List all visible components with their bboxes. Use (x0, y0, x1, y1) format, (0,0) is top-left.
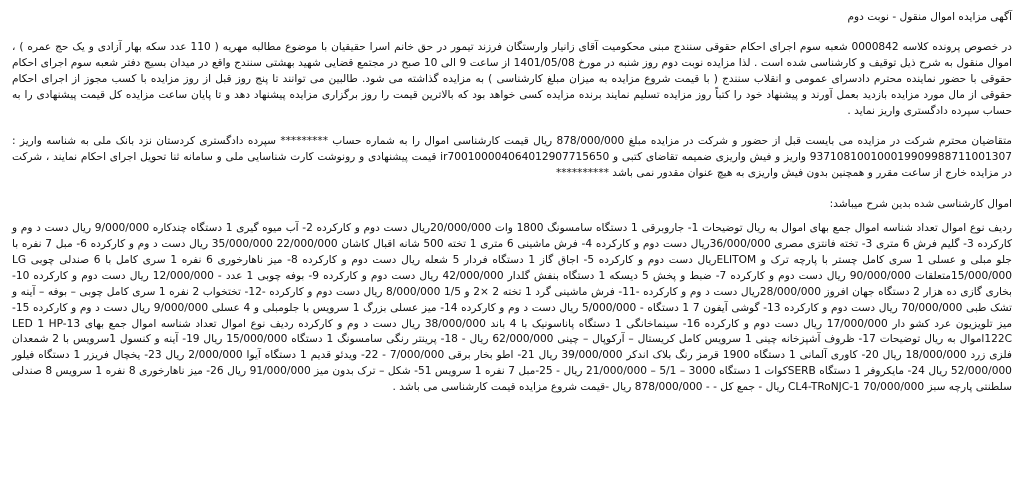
notice-paragraph-items-list: ردیف نوع اموال تعداد شناسه اموال جمع بهای اموال به ریال توضیحات 1- جاروبرقی 1 دستگاه سامسونگ 1800 وات 20/000/000ریال دست دوم و کارکرده 2- آب میوه گیری 1 دستگاه چندکاره 9/000/000 ریال دست د وم و کارکرده 3- گلیم فرش 6 متری 3- تخته فانتزی مصری 36/000/000ریال دست دوم و کارکرده 4- فرش ماشینی 6 متری 1 تخته 500 شانه اقبال کاشان 22/000/000 35/000/000 ریال دست د وم و کارکرده 6- مبل 7 نفره با جلو مبلی و عسلی 1 سری کامل چستر با پارچه ترک و ELITOMریال دست دوم و کارکرده 5- اجاق گاز 1 دستگاه فردار 5 شعله ریال دست دوم و کارکرده 8- میز ناهارخوری 6 نفره 1 سری کامل با 6 صندلی چوبی LG 15/000/000متعلقات 90/000/000 ریال دست دوم و کارکرده 7- ضبط و پخش 5 دیسکه 1 دستگاه بنفش گلدار 42/000/000 ریال دست دوم و کارکرده 9- بوفه چوبی 1 عدد - 12/000/000 ریال دست دوم و کارکرده 10- بخاری گازی ده هزار 2 دستگاه جهان افروز 28/000/000ریال دست د وم و کارکرده -11- فرش ماشینی گرد 1 تخته 2 ×2 و 1/5 8/000/000 ریال دست دوم و کارکرده -12- تختخواب 2 نفره 1 سری کامل چوبی – بوفه – آینه و تشک طبی 70/000/000 ریال دست دوم و کارکرده 13- گوشی آیفون 7 1 دستگاه - 5/000/000 ریال دست د وم و کارکرده 14- میز عسلی بزرگ 1 سرویس با جلومبلی و 4 عسلی 9/000/000 ریال دست د وم و کارکرده 15- میز تلویزیون عرد کشو دار 17/000/000 ریال دست دوم و کارکرده 16- سینماخانگی 1 دستگاه پاناسونیک با 4 باند 38/000/000 ریال دست د وم و کارکرده ردیف نوع اموال تعداد شناسه اموال جمع بهای LED 1 HP-13 122Cاموال به ریال توضیحات 17- ظروف آشپزخانه چینی 1 سرویس کامل کریستال – آرکوپال – چینی 62/000/000 ریال - 18- پرینتر رنگی سامسونگ 1 دستگاه 15/000/000 ریال 19- آینه و کنسول 1سرویس با 2 شمعدان فلزی زرد 18/000/000 ریال 20- کاوری آلمانی 1 دستگاه 1900 قرمز رنگ بلاک اندکر 39/000/000 ریال 21- اطو بخار برقی 7/000/000 - 22- ویدئو قدیم 1 دستگاه آیوا 2/000/000 ریال 23- یخچال فریزر 1 دستگاه فیلور 52/000/000 ریال 24- مایکروفر 1 دستگاه SERBکوات 1 دستگاه 3000 – 5/1 – 21/000/000 ریال - 25-مبل 7 نفره 1 سرویس 51- شکل – ترک بدون میز 91/000/000 ریال 26- میز ناهارخوری 8 نفره 1 سرویس 8 صندلی سلطنتی پارچه سبز CL4-TRoNJC-1 70/000/000 ریال - جمع کل - - 878/000/000 ریال -قیمت شروع مزایده قیمت کارشناسی می باشد . (12, 222, 1013, 394)
notice-paragraph-deposit: متقاضیان محترم شرکت در مزایده می بایست قبل از حضور و شرکت در مزایده مبلغ 878/000/000 ریال قیمت کارشناسی اموال را به شماره حساب ********* سپرده دادگستری کردستان نزد بانک ملی به شناسه واریز : 937108100100019909988711001307 واریز و فیش واریزی ضمیمه تقاضای کتبی و ir700100004064012907715650 قیمت پیشنهادی و رونوشت کارت شناسایی ملی و سامانه ثنا تحویل اجرای احکام نمایند ، شرکت در مزایده خارج از ساعت مقرر و همچنین بدون فیش واریزی به هیچ عنوان مقدور نمی باشد ********** (12, 135, 1012, 180)
notice-paragraph-intro: در خصوص پرونده کلاسه 0000842 شعبه سوم اجرای احکام حقوقی سنندج مبنی محکومیت آقای زانیار وارستگان فرزند تیمور در حق خانم اسرا حقیقیان با موضوع مطالبه مهریه ( 110 عدد سکه بهار آزادی و یک حج عمره ) ، اموال منقول به شرح ذیل توقیف و کارشناسی شده است . لذا مزایده نوبت دوم روز شنبه در مورخ 1401/05/08 از ساعت 9 الی 10 صبح در مجتمع قضایی شهید بهشتی سنندج واقع در میدان بسیج دفتر شعبه سوم اجرای احکام حقوقی با حضور نماینده محترم دادسرای عمومی و انقلاب سنندج ( با قیمت شروع مزایده به میزان مبلغ کارشناسی ) به مزایده گذاشته می شود. طالبین می توانند تا پنج روز قبل از روز مزایده با کسب مجوز از اجرای احکام حقوقی از مال مورد مزایده بازدید بعمل آورند و پیشنهاد خود را کتباً روز مزایده تسلیم نمایند برنده مزایده کسی خواهد بود که بالاترین قیمت را روز برگزاری مزایده پیشنهاد دهد و تا پایان ساعت مزایده کل قیمت پیشنهادی را به حساب سپرده دادگستری واریز نماید . (12, 40, 1012, 117)
notice-title: آگهی مزایده اموال منقول - نوبت دوم (847, 11, 1012, 23)
notice-paragraph-items-heading: اموال کارشناسی شده بدین شرح میباشد: (829, 198, 1012, 211)
